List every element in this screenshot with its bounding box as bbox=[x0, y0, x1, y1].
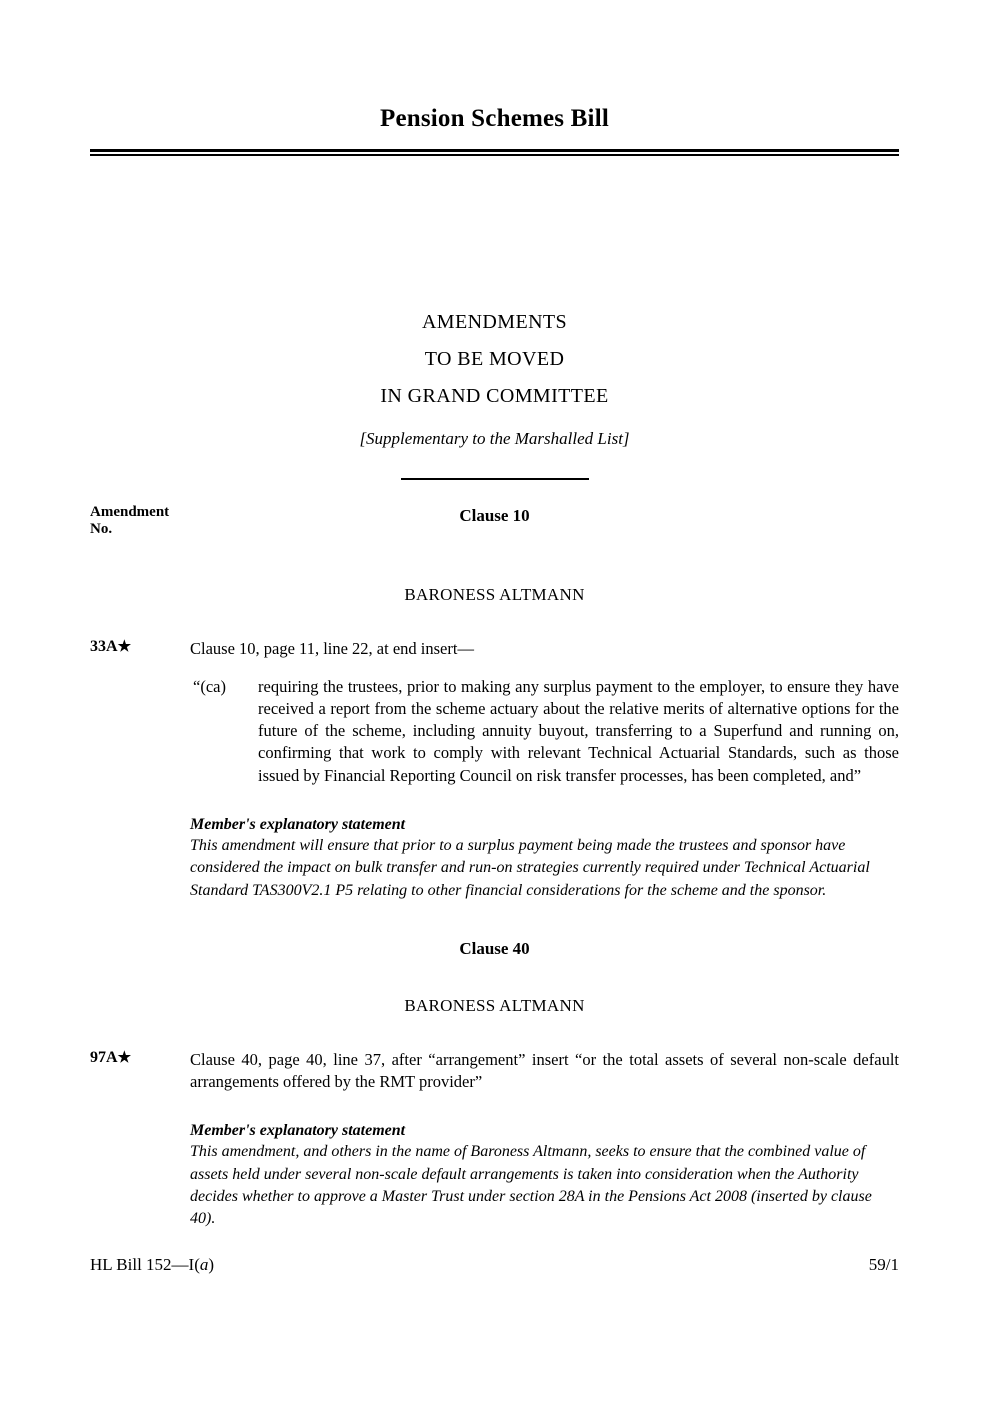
bill-reference-suffix: ) bbox=[208, 1255, 215, 1274]
clause-heading-40: Clause 40 bbox=[459, 939, 530, 959]
heading-line-in-grand-committee: IN GRAND COMMITTEE bbox=[380, 384, 609, 407]
star-icon: ★ bbox=[117, 638, 132, 655]
amendment-97a-text: Clause 40, page 40, line 37, after “arrangement” insert “or the total assets of several non-scale default arrangements offered by the RMT provider” bbox=[190, 1050, 899, 1092]
amendment-number-97a bbox=[90, 1049, 131, 1067]
amendment-number-97a-text: 97A bbox=[90, 1049, 118, 1067]
explanatory-statement-97a bbox=[190, 1120, 899, 1231]
amendment-no-column-label bbox=[90, 504, 169, 538]
page-number: 59/1 bbox=[868, 1255, 899, 1274]
amendment-no-label-line2: No. bbox=[90, 520, 113, 537]
page-footer bbox=[90, 1255, 899, 1275]
amendment-33a-text: Clause 10, page 11, line 22, at end insert— bbox=[190, 638, 474, 658]
amendment-97a bbox=[90, 1049, 899, 1093]
bill-reference-prefix: HL Bill 152—I( bbox=[90, 1255, 200, 1274]
section-header-clause-10 bbox=[90, 504, 899, 548]
explanatory-statement-heading-33a: Member's explanatory statement bbox=[190, 815, 406, 833]
explanatory-statement-body-97a: This amendment, and others in the name of Baroness Altmann, seeks to ensure that the combined value of assets held under several non-scale default arrangements is taken into consideration when the Authority decides whether to approve a Master Trust under section 28A in the Pensions Act 2008 (inserted by clause 40). bbox=[190, 1143, 872, 1228]
heading-line-amendments: AMENDMENTS bbox=[421, 310, 568, 333]
clause-heading-10: Clause 10 bbox=[459, 505, 530, 525]
bill-reference-italic: a bbox=[199, 1255, 209, 1274]
explanatory-statement-body-33a: This amendment will ensure that prior to a surplus payment being made the trustees and sponsor have considered the impact on bulk transfer and run-on strategies currently required under Technical Actuarial Standard TAS300V2.1 P5 relating to other financial considerations for the scheme and the sponsor. bbox=[190, 836, 870, 899]
title-double-rule bbox=[90, 149, 899, 156]
quoted-provision-label: “(ca) bbox=[193, 676, 226, 696]
document-heading-block bbox=[90, 304, 899, 480]
heading-divider-wrap bbox=[90, 478, 899, 480]
sponsor-name-clause-10: BARONESS ALTMANN bbox=[404, 584, 585, 604]
amendment-33a-quoted-provision bbox=[193, 676, 899, 787]
page-title: Pension Schemes Bill bbox=[379, 105, 609, 132]
amendment-33a bbox=[90, 638, 899, 660]
sponsor-name-clause-40: BARONESS ALTMANN bbox=[404, 996, 585, 1016]
explanatory-statement-33a bbox=[190, 814, 899, 902]
heading-subtitle: [Supplementary to the Marshalled List] bbox=[359, 428, 630, 448]
explanatory-statement-heading-97a: Member's explanatory statement bbox=[190, 1122, 406, 1140]
amendment-number-33a bbox=[90, 638, 131, 656]
title-rule-lower bbox=[90, 154, 899, 156]
heading-divider-rule bbox=[401, 478, 589, 480]
bill-reference bbox=[90, 1255, 214, 1275]
document-page bbox=[90, 0, 899, 1401]
quoted-provision-text: requiring the trustees, prior to making any surplus payment to the employer, to ensure they have received a report from the scheme actuary about the relative merits of alternative options for the future of the scheme, including annuity buyout, transferring to a Superfund and running on, confirming that work to comply with relevant Technical Actuarial Standards, such as those issued by Financial Reporting Council on risk transfer processes, has been completed, and” bbox=[258, 676, 899, 785]
amendment-no-label-line1: Amendment bbox=[90, 503, 170, 520]
amendment-number-33a-text: 33A bbox=[90, 637, 118, 655]
heading-line-to-be-moved: TO BE MOVED bbox=[424, 347, 565, 370]
star-icon: ★ bbox=[117, 1050, 132, 1067]
